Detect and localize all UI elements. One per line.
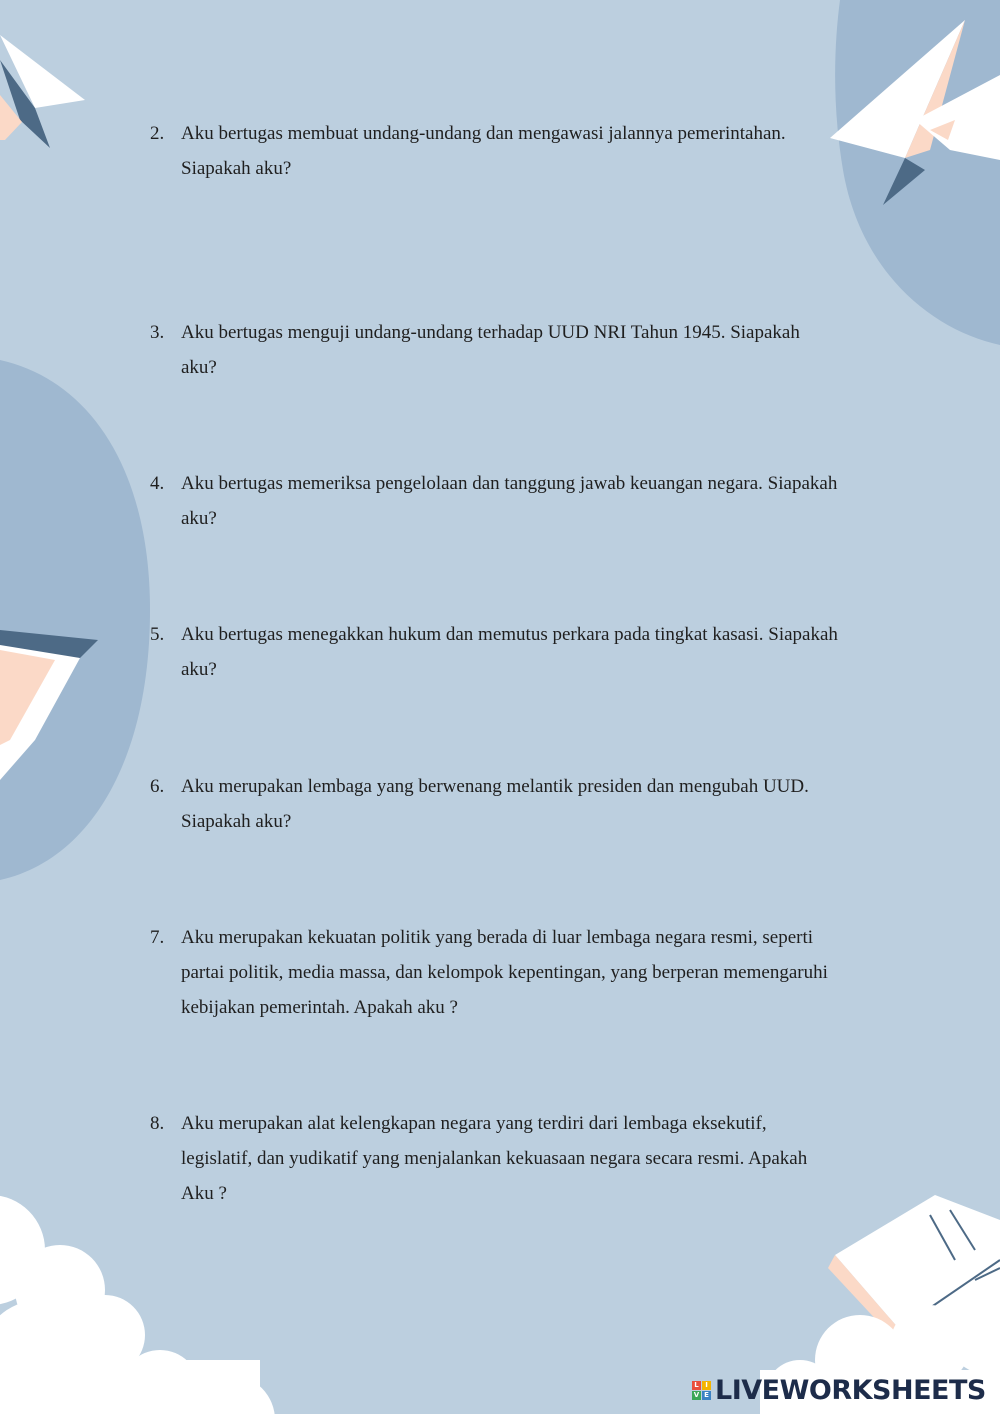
liveworksheets-logo (692, 1374, 986, 1406)
logo-mark-letter: E (702, 1391, 711, 1400)
question-number: 8. (150, 1113, 165, 1134)
question-line: aku? (181, 357, 217, 378)
question-line: legislatif, dan yudikatif yang menjalankan kekuasaan negara secara resmi. Apakah (181, 1148, 808, 1169)
logo-mark-letter: L (692, 1381, 701, 1390)
question-line: aku? (181, 508, 217, 529)
logo-text: LIVEWORKSHEETS (715, 1374, 986, 1406)
question-line: Aku ? (181, 1183, 227, 1204)
question-line: Siapakah aku? (181, 158, 292, 179)
question-line: Aku merupakan kekuatan politik yang berada di luar lembaga negara resmi, seperti (181, 927, 814, 948)
question-item (150, 617, 890, 687)
question-item (150, 920, 890, 1025)
question-number: 4. (150, 473, 165, 494)
question-line: partai politik, media massa, dan kelompok kepentingan, yang berperan memengaruhi (181, 962, 828, 983)
question-number: 5. (150, 624, 165, 645)
question-line: Aku bertugas memeriksa pengelolaan dan tanggung jawab keuangan negara. Siapakah (181, 473, 838, 494)
question-number: 3. (150, 322, 165, 343)
question-item (150, 1106, 890, 1211)
question-line: Aku merupakan alat kelengkapan negara yang terdiri dari lembaga eksekutif, (181, 1113, 767, 1134)
question-item (150, 769, 890, 839)
question-line: Aku bertugas membuat undang-undang dan mengawasi jalannya pemerintahan. (181, 123, 786, 144)
logo-mark-letter: I (702, 1381, 711, 1390)
question-number: 2. (150, 123, 165, 144)
question-line: Aku bertugas menegakkan hukum dan memutus perkara pada tingkat kasasi. Siapakah (181, 624, 838, 645)
logo-mark-icon (692, 1381, 711, 1400)
question-number: 6. (150, 776, 165, 797)
question-number: 7. (150, 927, 165, 948)
question-line: Aku bertugas menguji undang-undang terhadap UUD NRI Tahun 1945. Siapakah (181, 322, 800, 343)
question-item (150, 466, 890, 536)
question-line: kebijakan pemerintah. Apakah aku ? (181, 997, 458, 1018)
question-line: aku? (181, 659, 217, 680)
question-line: Siapakah aku? (181, 811, 292, 832)
logo-mark-letter: V (693, 1390, 700, 1399)
question-item (150, 116, 890, 186)
question-item (150, 315, 890, 385)
question-line: Aku merupakan lembaga yang berwenang melantik presiden dan mengubah UUD. (181, 776, 809, 797)
